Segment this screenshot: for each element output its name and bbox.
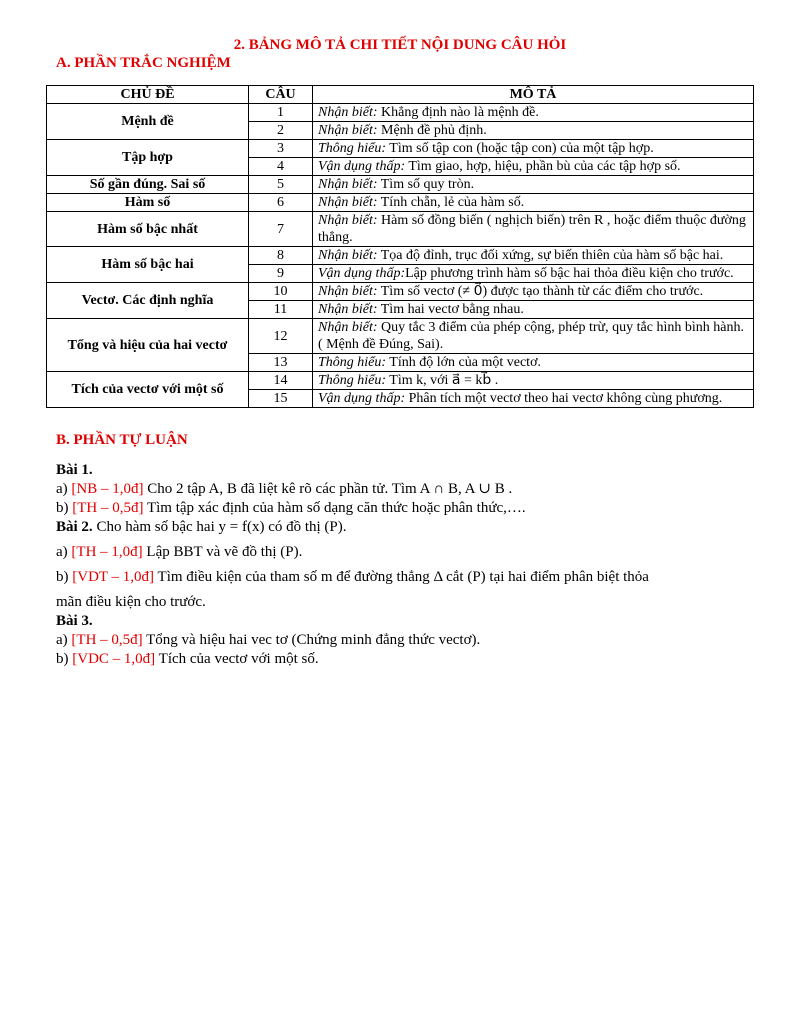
question-number-cell: 4 xyxy=(249,158,313,176)
table-row xyxy=(47,140,754,158)
question-number-cell: 7 xyxy=(249,212,313,247)
description-cell xyxy=(313,158,754,176)
description-cell xyxy=(313,140,754,158)
question-number-cell: 11 xyxy=(249,301,313,319)
description-text: Tìm số vectơ (≠ 0⃗) được tạo thành từ các điểm cho trước. xyxy=(377,284,704,299)
cognitive-level: Thông hiểu: xyxy=(318,355,387,370)
cognitive-level: Nhận biết: xyxy=(318,177,378,192)
table-header-row xyxy=(47,86,754,104)
section-a-heading: A. PHẦN TRẮC NGHIỆM xyxy=(56,55,231,71)
topic-cell: Tập hợp xyxy=(47,140,249,176)
essay-bai-2-line: Bài 2. Cho hàm số bậc hai y = f(x) có đồ thị (P). xyxy=(56,519,347,535)
description-text: Khẳng định nào là mệnh đề. xyxy=(377,105,539,120)
topic-cell: Tích của vectơ với một số xyxy=(47,372,249,408)
description-cell xyxy=(313,122,754,140)
question-number-cell: 1 xyxy=(249,104,313,122)
description-text: Phân tích một vectơ theo hai vectơ không cùng phương. xyxy=(405,391,723,406)
header-topic: CHỦ ĐỀ xyxy=(47,86,249,104)
table-row xyxy=(47,319,754,354)
description-cell xyxy=(313,176,754,194)
essay-line: b) [VDT – 1,0đ] Tìm điều kiện của tham số m để đường thẳng Δ cắt (P) tại hai điểm phân biệt thỏa xyxy=(56,569,649,585)
topic-cell: Hàm số xyxy=(47,194,249,212)
table-row xyxy=(47,104,754,122)
topic-cell: Mệnh đề xyxy=(47,104,249,140)
question-number-cell: 9 xyxy=(249,265,313,283)
description-cell xyxy=(313,212,754,247)
description-cell xyxy=(313,354,754,372)
description-text: Tìm hai vectơ bằng nhau. xyxy=(377,302,524,317)
cognitive-level: Thông hiểu: xyxy=(318,373,387,388)
header-question: CÂU xyxy=(249,86,313,104)
table-row xyxy=(47,247,754,265)
table-body xyxy=(47,104,754,408)
table-row xyxy=(47,212,754,247)
section-b-heading: B. PHẦN TỰ LUẬN xyxy=(56,432,188,448)
cognitive-level: Thông hiểu: xyxy=(318,141,387,156)
description-text: Mệnh đề phủ định. xyxy=(377,123,487,138)
description-text: Lập phương trình hàm số bậc hai thỏa điều kiện cho trước. xyxy=(405,266,734,281)
cognitive-level: Nhận biết: xyxy=(318,105,378,120)
essay-bai-2: Bài 2. xyxy=(56,519,93,535)
description-cell xyxy=(313,247,754,265)
table-row xyxy=(47,176,754,194)
description-text: Tọa độ đỉnh, trục đối xứng, sự biến thiên của hàm số bậc hai. xyxy=(377,248,724,263)
description-text: Tìm số quy tròn. xyxy=(377,177,475,192)
essay-bai-1: Bài 1. xyxy=(56,462,93,478)
cognitive-level: Nhận biết: xyxy=(318,195,378,210)
cognitive-level: Nhận biết: xyxy=(318,123,378,138)
description-cell xyxy=(313,104,754,122)
topic-cell: Tổng và hiệu của hai vectơ xyxy=(47,319,249,372)
description-cell xyxy=(313,265,754,283)
description-cell xyxy=(313,283,754,301)
question-number-cell: 2 xyxy=(249,122,313,140)
document-page xyxy=(46,36,754,669)
essay-line: b) [TH – 0,5đ] Tìm tập xác định của hàm số dạng căn thức hoặc phân thức,…. xyxy=(56,500,526,516)
question-number-cell: 15 xyxy=(249,390,313,408)
topic-cell: Hàm số bậc nhất xyxy=(47,212,249,247)
cognitive-level: Nhận biết: xyxy=(318,320,378,335)
essay-line: a) [TH – 1,0đ] Lập BBT và vẽ đồ thị (P). xyxy=(56,544,303,560)
question-number-cell: 5 xyxy=(249,176,313,194)
description-text: Tìm số tập con (hoặc tập con) của một tập hợp. xyxy=(386,141,654,156)
table-row xyxy=(47,283,754,301)
topic-cell: Vectơ. Các định nghĩa xyxy=(47,283,249,319)
page-title: 2. BẢNG MÔ TẢ CHI TIẾT NỘI DUNG CÂU HỎI xyxy=(233,37,567,53)
cognitive-level: Nhận biết: xyxy=(318,213,378,228)
description-cell xyxy=(313,301,754,319)
cognitive-level: Vận dụng thấp: xyxy=(318,391,406,406)
cognitive-level: Nhận biết: xyxy=(318,284,378,299)
essay-section xyxy=(56,461,754,669)
question-number-cell: 12 xyxy=(249,319,313,354)
description-cell xyxy=(313,319,754,354)
essay-line-continued: mãn điều kiện cho trước. xyxy=(56,594,206,610)
question-number-cell: 14 xyxy=(249,372,313,390)
question-matrix-table xyxy=(46,85,754,408)
description-cell xyxy=(313,372,754,390)
description-text: Tìm giao, hợp, hiệu, phần bù của các tập hợp số. xyxy=(405,159,681,174)
table-row xyxy=(47,194,754,212)
description-cell xyxy=(313,194,754,212)
description-text: Tính chẵn, lẻ của hàm số. xyxy=(377,195,525,210)
score-tag: [VDT – 1,0đ] xyxy=(72,569,155,585)
cognitive-level: Vận dụng thấp: xyxy=(318,266,406,281)
essay-line: a) [TH – 0,5đ] Tổng và hiệu hai vec tơ (Chứng minh đẳng thức vectơ). xyxy=(56,632,481,648)
description-text: Tìm k, với a⃗ = kb⃗ . xyxy=(386,373,499,388)
cognitive-level: Nhận biết: xyxy=(318,302,378,317)
essay-line: a) [NB – 1,0đ] Cho 2 tập A, B đã liệt kê rõ các phần tử. Tìm A ∩ B, A ∪ B . xyxy=(56,481,513,497)
description-text: Tính độ lớn của một vectơ. xyxy=(386,355,541,370)
question-number-cell: 10 xyxy=(249,283,313,301)
score-tag: [TH – 0,5đ] xyxy=(71,632,143,648)
score-tag: [TH – 0,5đ] xyxy=(72,500,144,516)
essay-line: b) [VDC – 1,0đ] Tích của vectơ với một số. xyxy=(56,651,319,667)
score-tag: [NB – 1,0đ] xyxy=(71,481,144,497)
cognitive-level: Vận dụng thấp: xyxy=(318,159,406,174)
header-description: MÔ TẢ xyxy=(313,86,754,104)
score-tag: [VDC – 1,0đ] xyxy=(72,651,156,667)
question-number-cell: 8 xyxy=(249,247,313,265)
score-tag: [TH – 1,0đ] xyxy=(71,544,143,560)
question-number-cell: 13 xyxy=(249,354,313,372)
question-number-cell: 3 xyxy=(249,140,313,158)
table-row xyxy=(47,372,754,390)
topic-cell: Hàm số bậc hai xyxy=(47,247,249,283)
description-text: Hàm số đồng biến ( nghịch biến) trên R , hoặc điểm thuộc đường thẳng. xyxy=(318,213,746,245)
topic-cell: Số gần đúng. Sai số xyxy=(47,176,249,194)
question-number-cell: 6 xyxy=(249,194,313,212)
description-cell xyxy=(313,390,754,408)
essay-bai-3: Bài 3. xyxy=(56,613,93,629)
description-text: Quy tắc 3 điểm của phép cộng, phép trừ, quy tắc hình bình hành. ( Mệnh đề Đúng, Sai). xyxy=(318,320,744,352)
cognitive-level: Nhận biết: xyxy=(318,248,378,263)
